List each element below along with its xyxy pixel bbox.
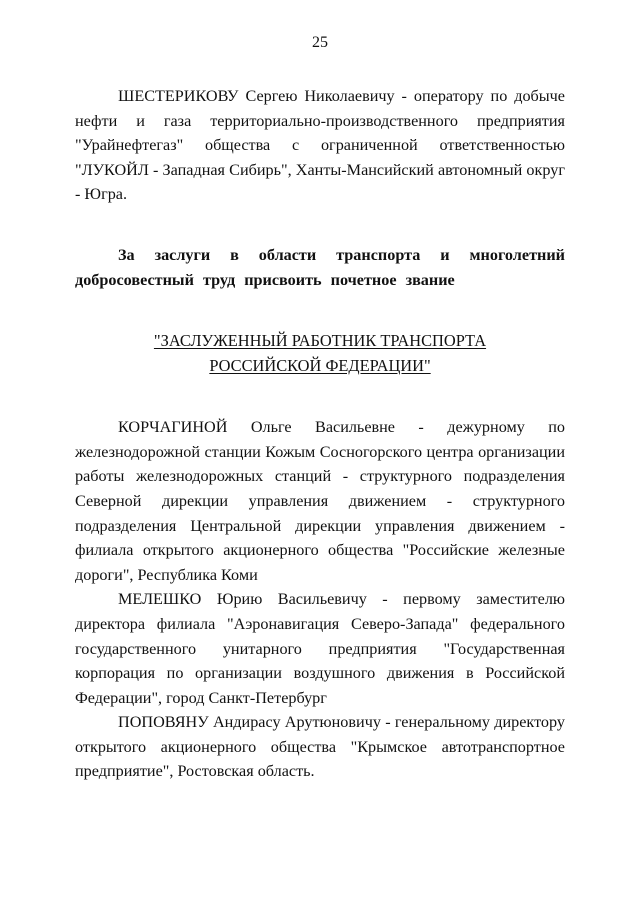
honorary-title	[75, 329, 565, 378]
honorary-title-line-2: РОССИЙСКОЙ ФЕДЕРАЦИИ"	[209, 355, 431, 375]
honorary-title-line-1: "ЗАСЛУЖЕННЫЙ РАБОТНИК ТРАНСПОРТА	[153, 331, 487, 351]
awardee-paragraph: КОРЧАГИНОЙ Ольге Васильевне - дежурному по железнодорожной станции Кожым Сосногорского центра организации работы железнодорожных станций - структурного подразделения Северной дирекции управления движением - структурного подразделения Центральной дирекции управления движением - филиала открытого акционерного общества "Российские железные дороги", Республика Коми	[75, 418, 565, 584]
awardee-paragraph: ПОПОВЯНУ Андирасу Арутюновичу - генеральному директору открытого акционерного общества "Крымское автотранспортное предприятие", Ростовская область.	[75, 713, 565, 781]
section-intro: За заслуги в области транспорта и многолетний добросовестный труд присвоить почетное звание	[75, 245, 565, 289]
page-number: 25	[312, 34, 328, 51]
awardee-paragraph: МЕЛЕШКО Юрию Васильевичу - первому заместителю директора филиала "Аэронавигация Северо-Запада" федерального государственного унитарного предприятия "Государственная корпорация по организации воздушного движения в Российской Федерации", город Санкт-Петербург	[75, 590, 565, 707]
awardee-list	[75, 415, 565, 784]
award-paragraph-shesterikov: ШЕСТЕРИКОВУ Сергею Николаевичу - оператору по добыче нефти и газа территориально-производственного предприятия "Урайнефтегаз" общества с ограниченной ответственностью "ЛУКОЙЛ - Западная Сибирь", Ханты-Мансийский автономный округ - Югра.	[75, 87, 565, 204]
document-body	[75, 84, 565, 784]
